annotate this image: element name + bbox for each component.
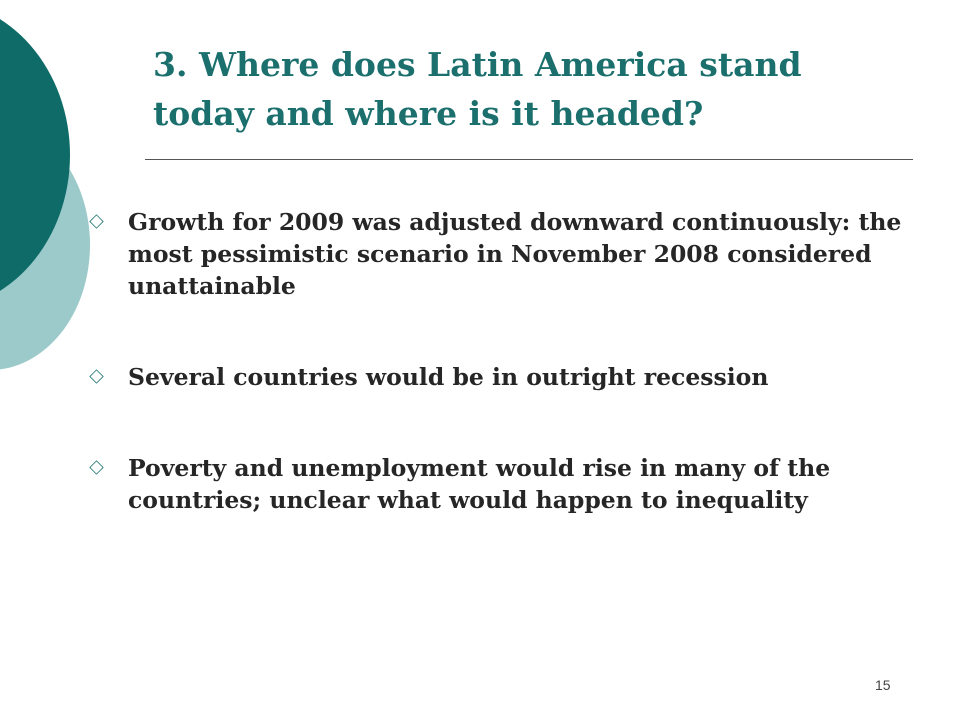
diamond-outline-icon xyxy=(89,460,103,474)
page-number: 15 xyxy=(875,677,891,693)
diamond-outline-icon xyxy=(89,214,103,228)
slide-title: 3. Where does Latin America stand today and where is it headed? xyxy=(153,45,802,133)
bullet-item xyxy=(90,452,950,516)
bullet-text: Several countries would be in outright recession xyxy=(128,363,769,391)
bullet-item xyxy=(90,206,950,302)
bullet-text: Poverty and unemployment would rise in many of the countries; unclear what would happen to inequality xyxy=(128,454,831,514)
title-underline xyxy=(145,159,913,160)
diamond-outline-icon xyxy=(89,369,103,383)
bullet-text: Growth for 2009 was adjusted downward continuously: the most pessimistic scenario in November 2008 considered unattainable xyxy=(128,208,902,300)
bullet-item xyxy=(90,361,950,393)
bullet-list xyxy=(90,206,950,516)
